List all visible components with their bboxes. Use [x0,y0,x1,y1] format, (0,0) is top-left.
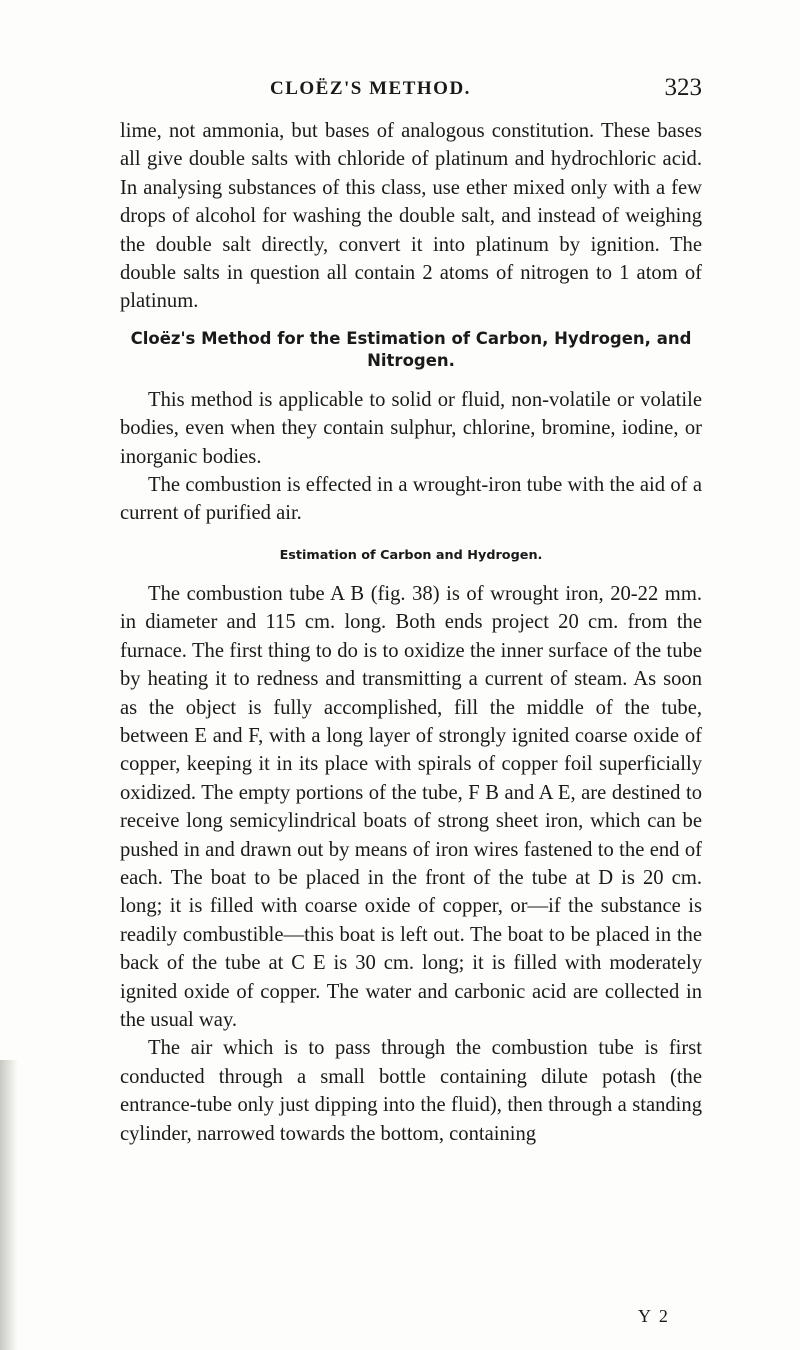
text-block [120,117,702,1148]
subsection-heading: Estimation of Carbon and Hydrogen. [279,547,543,563]
section-heading: Cloëz's Method for the Estimation of Carbon, Hydrogen, and Nitrogen. [130,328,692,370]
paragraph-2: This method is applicable to solid or fluid, non-volatile or volatile bodies, even when they contain sulphur, chlorine, bromine, iodine, or inorganic bodies. [120,388,702,468]
page-edge-shadow [0,1060,18,1350]
paragraph-3: The combustion is effected in a wrought-iron tube with the aid of a current of purified air. [120,474,702,525]
paragraph-1: lime, not ammonia, but bases of analogous constitution. These bases all give double salts with chloride of platinum and hydrochloric acid. In analysing substances of this class, use ether mixed only with a few drops of alcohol for washing the double salt, and instead of weighing the double salt directly, convert it into platinum by ignition. The double salts in question all contain 2 atoms of nitrogen to 1 atom of platinum. [120,120,702,313]
page-number: 323 [664,74,702,101]
signature-mark: Y 2 [638,1306,670,1326]
paragraph-5: The air which is to pass through the combustion tube is first conducted through a small bottle containing dilute potash (the entrance-tube only just dipping into the fluid), then through a standing cylinder, narrowed towards the bottom, containing [120,1037,702,1145]
running-head [120,74,702,108]
running-title: CLOËZ'S METHOD. [270,78,471,99]
paragraph-4: The combustion tube A B (fig. 38) is of wrought iron, 20-22 mm. in diameter and 115 cm. long. Both ends project 20 cm. from the furnace. The first thing to do is to oxidize the inner surface of the tube by heating it to redness and transmitting a current of steam. As soon as the object is fully accomplished, fill the middle of the tube, between E and F, with a long layer of strongly ignited coarse oxide of copper, keeping it in its place with spirals of copper foil superficially oxidized. The empty portions of the tube, F B and A E, are destined to receive long semicylindrical boats of strong sheet iron, which can be pushed in and drawn out by means of iron wires fastened to the end of each. The boat to be placed in the front of the tube at D is 20 cm. long; it is filled with coarse oxide of copper, or—if the substance is readily combustible—this boat is left out. The boat to be placed in the back of the tube at C E is 30 cm. long; it is filled with moderately ignited oxide of copper. The water and carbonic acid are collected in the usual way. [120,582,702,1031]
